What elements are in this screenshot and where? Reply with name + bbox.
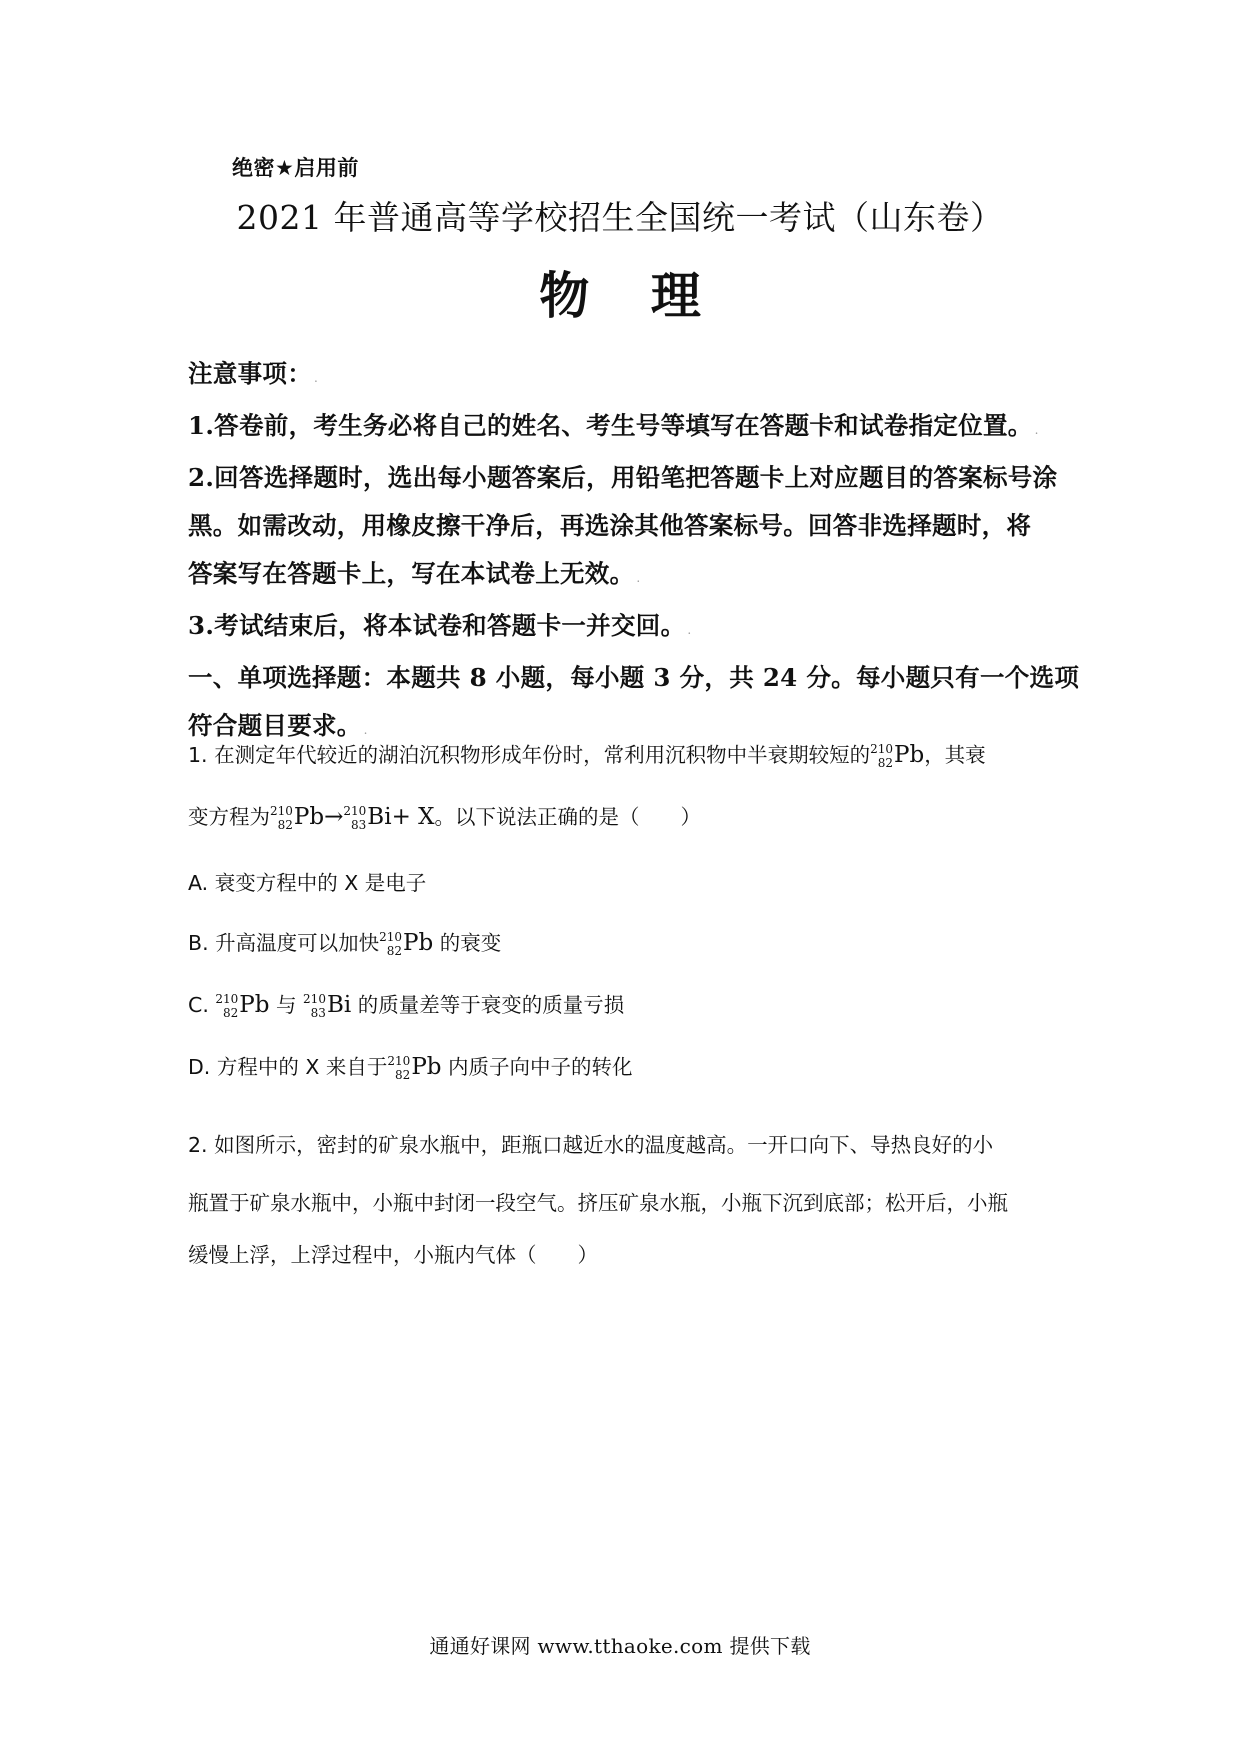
nuclide-pb: 210 82 Pb [387,1054,442,1082]
nuclide-pb: 210 82 Pb [270,804,325,832]
exam-title: 2021 年普通高等学校招生全国统一考试（山东卷） [236,198,1004,237]
notes-section [188,350,1080,754]
notes-heading: 注意事项： . [188,359,319,388]
notes-line-1: 1.答卷前，考生务必将自己的姓名、考生号等填写在答题卡和试卷指定位置。 . [188,411,1039,440]
notes-line-3: 黑。如需改动，用橡皮擦干净后，再选涂其他答案标号。回答非选择题时，将 [188,511,1032,540]
section-heading-2: 符合题目要求。 . [188,711,368,740]
q1-line-1: 1. 在测定年代较近的湖泊沉积物形成年份时，常利用沉积物中半衰期较短的 210 82 Pb，其衰 [188,742,986,770]
section-heading-1: 一、单项选择题：本题共 8 小题，每小题 3 分，共 24 分。每小题只有一个选项 [188,663,1080,692]
q2-line-1: 2. 如图所示，密封的矿泉水瓶中，距瓶口越近水的温度越高。一开口向下、导热良好的小 [188,1133,994,1157]
notes-line-2: 2.回答选择题时，选出每小题答案后，用铅笔把答题卡上对应题目的答案标号涂 [188,463,1058,492]
subject-title: 物 理 [539,267,723,325]
q1-option-d: D. 方程中的 X 来自于 210 82 Pb 内质子向中子的转化 [188,1054,633,1082]
notes-line-5: 3.考试结束后，将本试卷和答题卡一并交回。 . [188,611,692,640]
q2-line-2: 瓶置于矿泉水瓶中，小瓶中封闭一段空气。挤压矿泉水瓶，小瓶下沉到底部；松开后，小瓶 [188,1191,1008,1215]
q1-option-b: B. 升高温度可以加快 210 82 Pb 的衰变 [188,930,502,958]
nuclide-pb: 210 82 Pb [870,742,925,770]
nuclide-bi: 210 83 Bi [303,992,352,1020]
footer-source: 通通好课网 www.tthaoke.com 提供下载 [429,1634,811,1658]
notes-line-4: 答案写在答题卡上，写在本试卷上无效。 . [188,559,641,588]
nuclide-bi: 210 83 Bi [343,804,392,832]
nuclide-pb: 210 82 Pb [379,930,434,958]
q1-option-c: C. 210 82 Pb 与 210 83 Bi 的质量差等于衰变的质量亏损 [188,992,625,1020]
q1-line-2: 变方程为 210 82 Pb→ 210 83 Bi+ X。以下说法正确的是（ ） [188,804,702,832]
plus-x: + X [391,804,435,830]
q2-line-3: 缓慢上浮，上浮过程中，小瓶内气体（ ） [188,1243,598,1267]
nuclide-pb: 210 82 Pb [215,992,270,1020]
q1-option-a: A. 衰变方程中的 X 是电子 [188,871,427,895]
arrow-symbol: → [324,804,344,830]
secret-mark: 绝密★启用前 [232,156,359,180]
